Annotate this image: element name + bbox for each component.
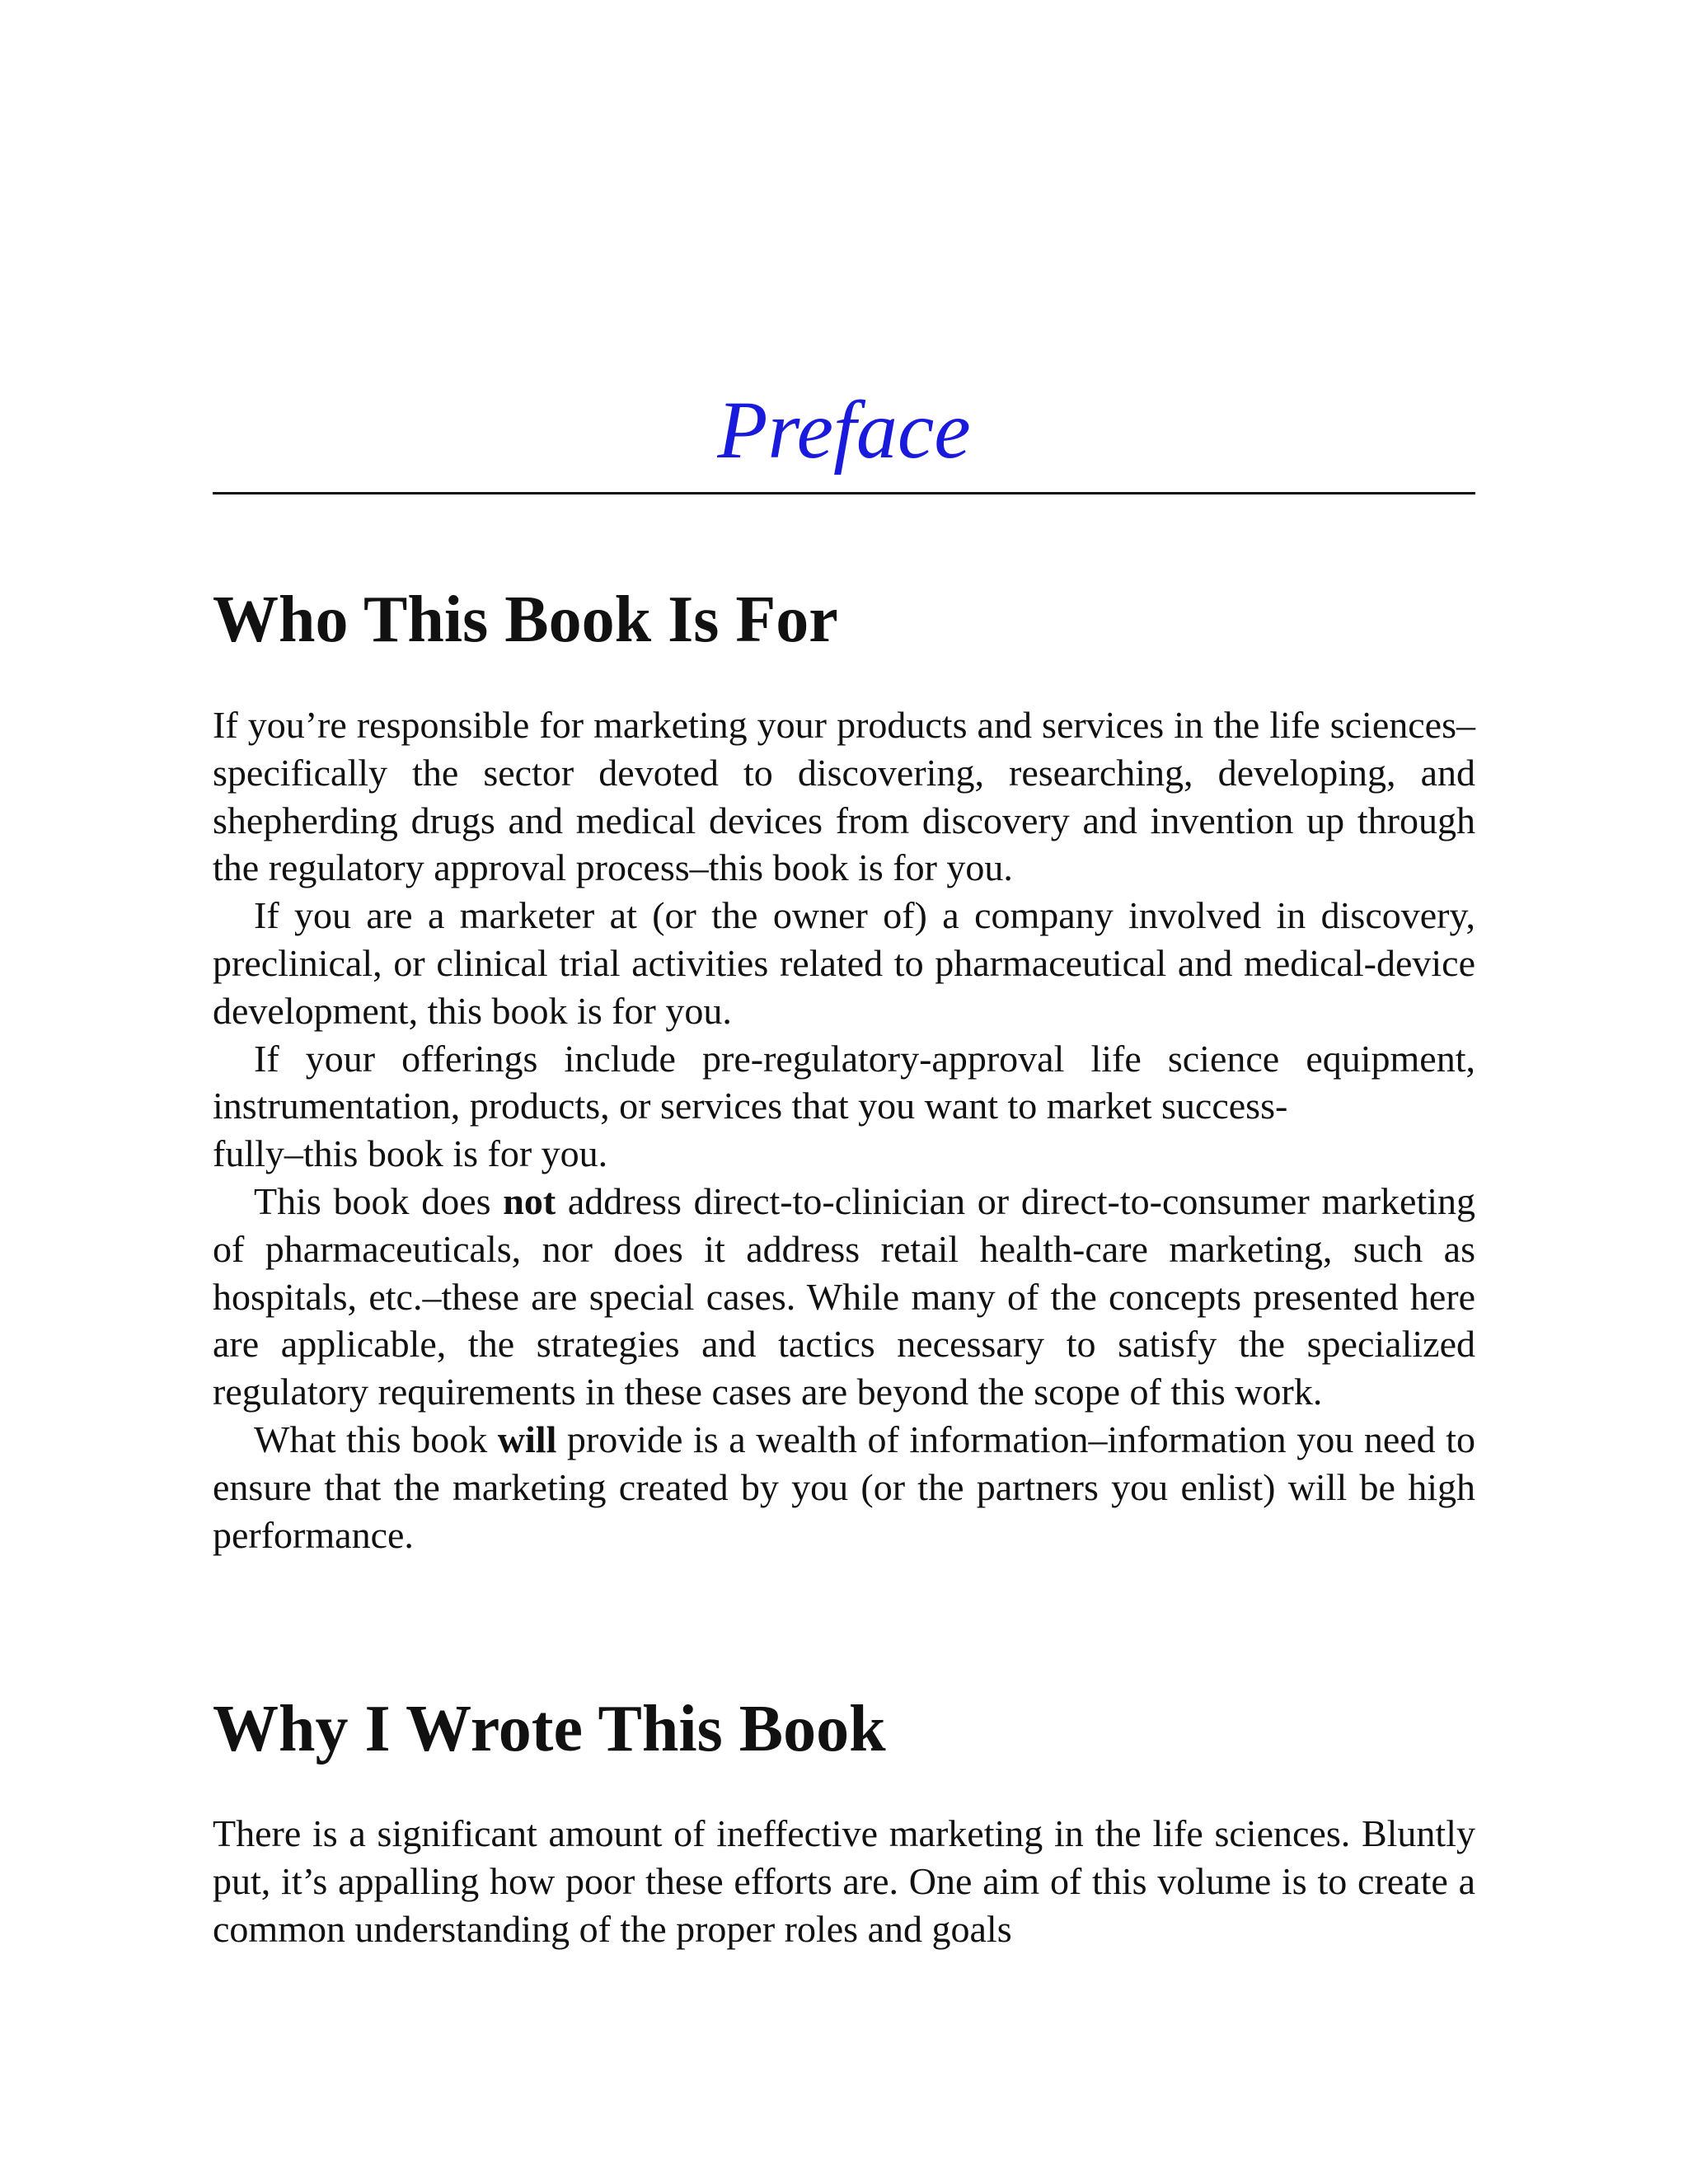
section-body-why-i-wrote-this-book	[213, 1810, 1475, 1952]
paragraph-text: address direct-to-clinician or direct-to-consumer marketing of pharmaceuticals, nor does it address retail health-care marketing, such as hospitals, etc.–these are special cases. While many of the concepts presented here are applicable, the strategies and tactics necessary to satisfy the specialized regulatory requirements in these cases are beyond the scope of this work.	[213, 1179, 1475, 1413]
book-page	[213, 0, 1475, 2184]
paragraph-text: provide is a wealth of information–information you need to ensure that the marketing created by you (or the partners you enlist) will be high performance.	[213, 1418, 1476, 1556]
emphasis-not: not	[503, 1179, 556, 1222]
paragraph: There is a significant amount of ineffective marketing in the life sciences. Bluntly put, it’s appalling how poor these efforts are. One aim of this volume is to create a common understanding of the proper roles and goals	[213, 1812, 1475, 1950]
paragraph-text: What this book	[254, 1418, 498, 1460]
paragraph-text: If your offerings include pre-regulatory-approval life science equipment, instrumentation, products, or services that you want to market success-	[213, 1037, 1475, 1127]
section-heading-why-i-wrote-this-book: Why I Wrote This Book	[213, 1693, 886, 1765]
section-body-who-this-book-is-for	[213, 701, 1475, 1558]
title-divider	[213, 492, 1475, 494]
paragraph	[213, 1178, 1475, 1416]
section-heading-who-this-book-is-for: Who This Book Is For	[213, 583, 838, 656]
paragraph: If you are a marketer at (or the owner of) a company involved in discovery, preclinical, or clinical trial activities related to pharmaceutical and medical-device development, this book is for you.	[213, 894, 1475, 1032]
paragraph	[213, 1035, 1475, 1178]
paragraph-text: fully–this book is for you.	[213, 1132, 608, 1175]
paragraph	[213, 1416, 1475, 1558]
emphasis-will: will	[497, 1418, 557, 1460]
chapter-title: Preface	[717, 384, 971, 476]
paragraph-text: This book does	[254, 1179, 504, 1222]
paragraph: If you’re responsible for marketing your products and services in the life sciences–specifically the sector devoted to discovering, researching, developing, and shepherding drugs and medical devices from discovery and invention up through the regulatory approval process–this book is for you.	[213, 704, 1475, 889]
